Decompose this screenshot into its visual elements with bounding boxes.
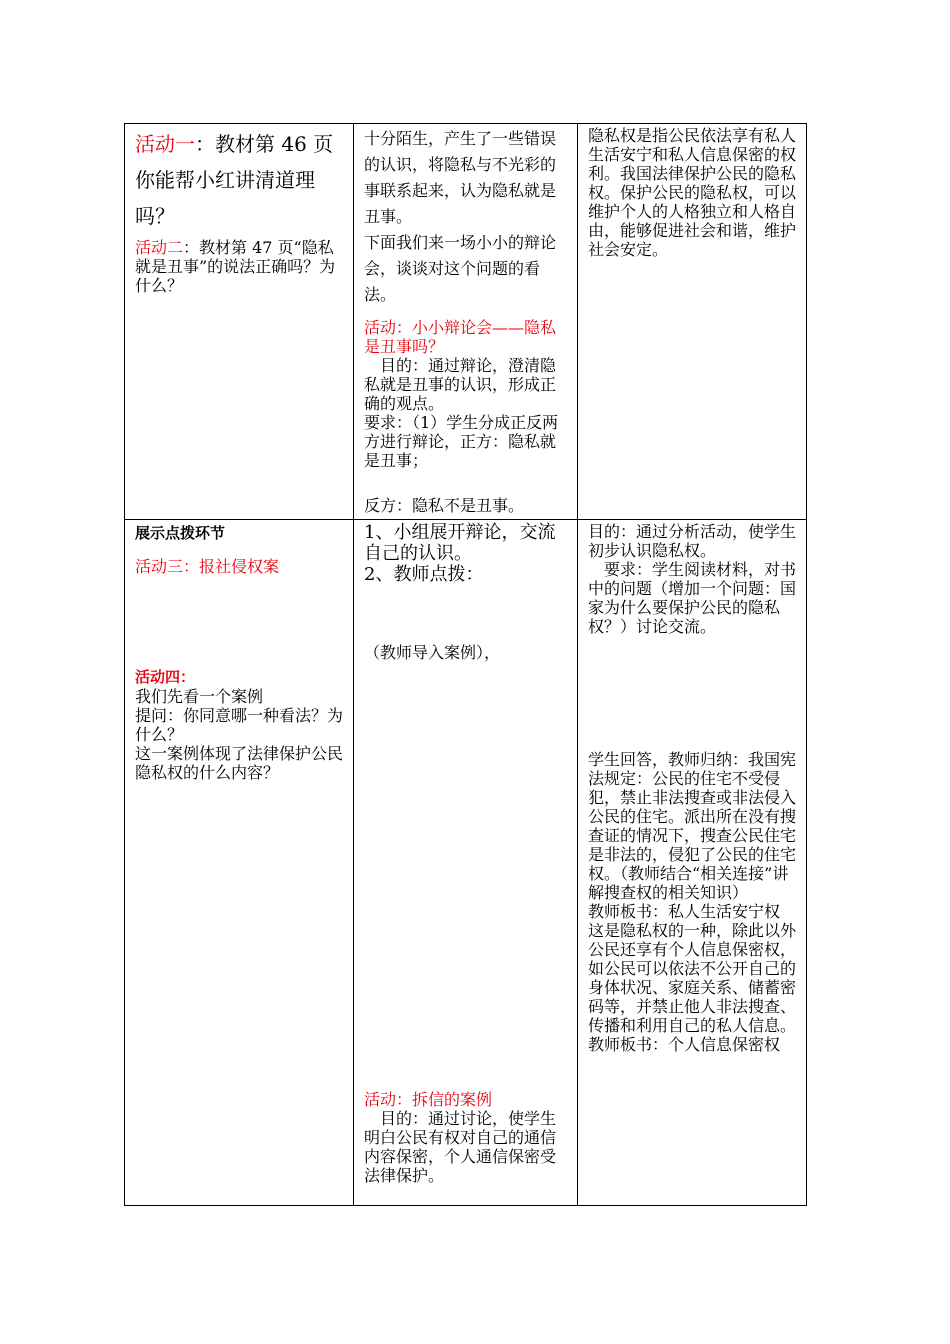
table-row (125, 520, 807, 1206)
activity1-label: 活动一 (135, 132, 195, 156)
cell-debate (354, 124, 578, 520)
letter-activity-title: 活动：拆信的案例 (364, 1090, 493, 1109)
cell-explanation (578, 520, 807, 1206)
activity3: 活动三：报社侵权案 (135, 557, 280, 576)
cell-presentation (125, 520, 354, 1206)
cell-activities (125, 124, 354, 520)
step1: 1、小组展开辩论，交流自己的认识。 (364, 522, 556, 564)
activity4-label: 活动四： (135, 668, 196, 686)
activity2-text: ：教材第 47 页“隐私就是丑事”的说法正确吗？为什么？ (135, 238, 336, 295)
analysis-purpose: 目的：通过分析活动，使学生初步认识隐私权。 (588, 522, 797, 560)
question-2: 这一案例体现了法律保护公民隐私权的什么内容？ (135, 744, 344, 782)
section-title: 展示点拨环节 (135, 524, 226, 542)
board-writing-1: 教师板书：私人生活安宁权 这是隐私权的一种，除此以外公民还享有个人信息保密权，如公民可以依法不公开自己的身体状况、家庭关系、储蓄密码等，并禁止他人非法搜查、传播和利用自己的私人信息。 (588, 902, 797, 1035)
cell-privacy-definition (578, 124, 807, 520)
teacher-case: （教师导入案例）， (364, 643, 501, 662)
activity1 (135, 126, 345, 234)
activity2 (135, 238, 345, 295)
debate-activity-title: 活动：小小辩论会——隐私是丑事吗？ (364, 318, 557, 356)
intro-text: 十分陌生，产生了一些错误的认识，将隐私与不光彩的事联系起来，认为隐私就是丑事。 (364, 129, 557, 226)
student-answer: 学生回答，教师归纳：我国宪法规定：公民的住宅不受侵犯，禁止非法搜查或非法侵入公民的住宅。派出所在没有搜查证的情况下，搜查公民住宅是非法的，侵犯了公民的住宅权。（教师结合“相关连接”讲解搜查权的相关知识） (588, 750, 797, 902)
letter-purpose: 目的：通过讨论，使学生明白公民有权对自己的通信内容保密，个人通信保密受法律保护。 (364, 1109, 557, 1185)
debate-requirement: 要求：（1）学生分成正反两方进行辩论，正方：隐私就是丑事； (364, 413, 559, 470)
step2: 2、教师点拨： (364, 564, 484, 585)
privacy-definition: 隐私权是指公民依法享有私人生活安宁和私人信息保密的权利。我国法律保护公民的隐私权。保护公民的隐私权，可以维护个人的人格独立和人格自由，能够促进社会和谐，维护社会安定。 (588, 126, 797, 259)
case-line: 我们先看一个案例 (135, 687, 264, 706)
debate-purpose: 目的：通过辩论，澄清隐私就是丑事的认识，形成正确的观点。 (364, 356, 557, 413)
lesson-table (124, 123, 807, 1206)
table-row (125, 124, 807, 520)
board-writing-2: 教师板书：个人信息保密权 (588, 1035, 781, 1054)
analysis-requirement: 要求：学生阅读材料，对书中的问题（增加一个问题：国家为什么要保护公民的隐私权？）讨论交流。 (588, 560, 797, 636)
cell-process (354, 520, 578, 1206)
question: 提问：你同意哪一种看法？为什么？ (135, 706, 344, 744)
debate-opposite: 反方：隐私不是丑事。 (364, 496, 525, 515)
intro-text-2: 下面我们来一场小小的辩论会，谈谈对这个问题的看法。 (364, 233, 557, 304)
activity1-text: ：教材第 46 页你能帮小红讲清道理吗？ (135, 132, 334, 228)
activity2-label: 活动二 (135, 238, 184, 257)
